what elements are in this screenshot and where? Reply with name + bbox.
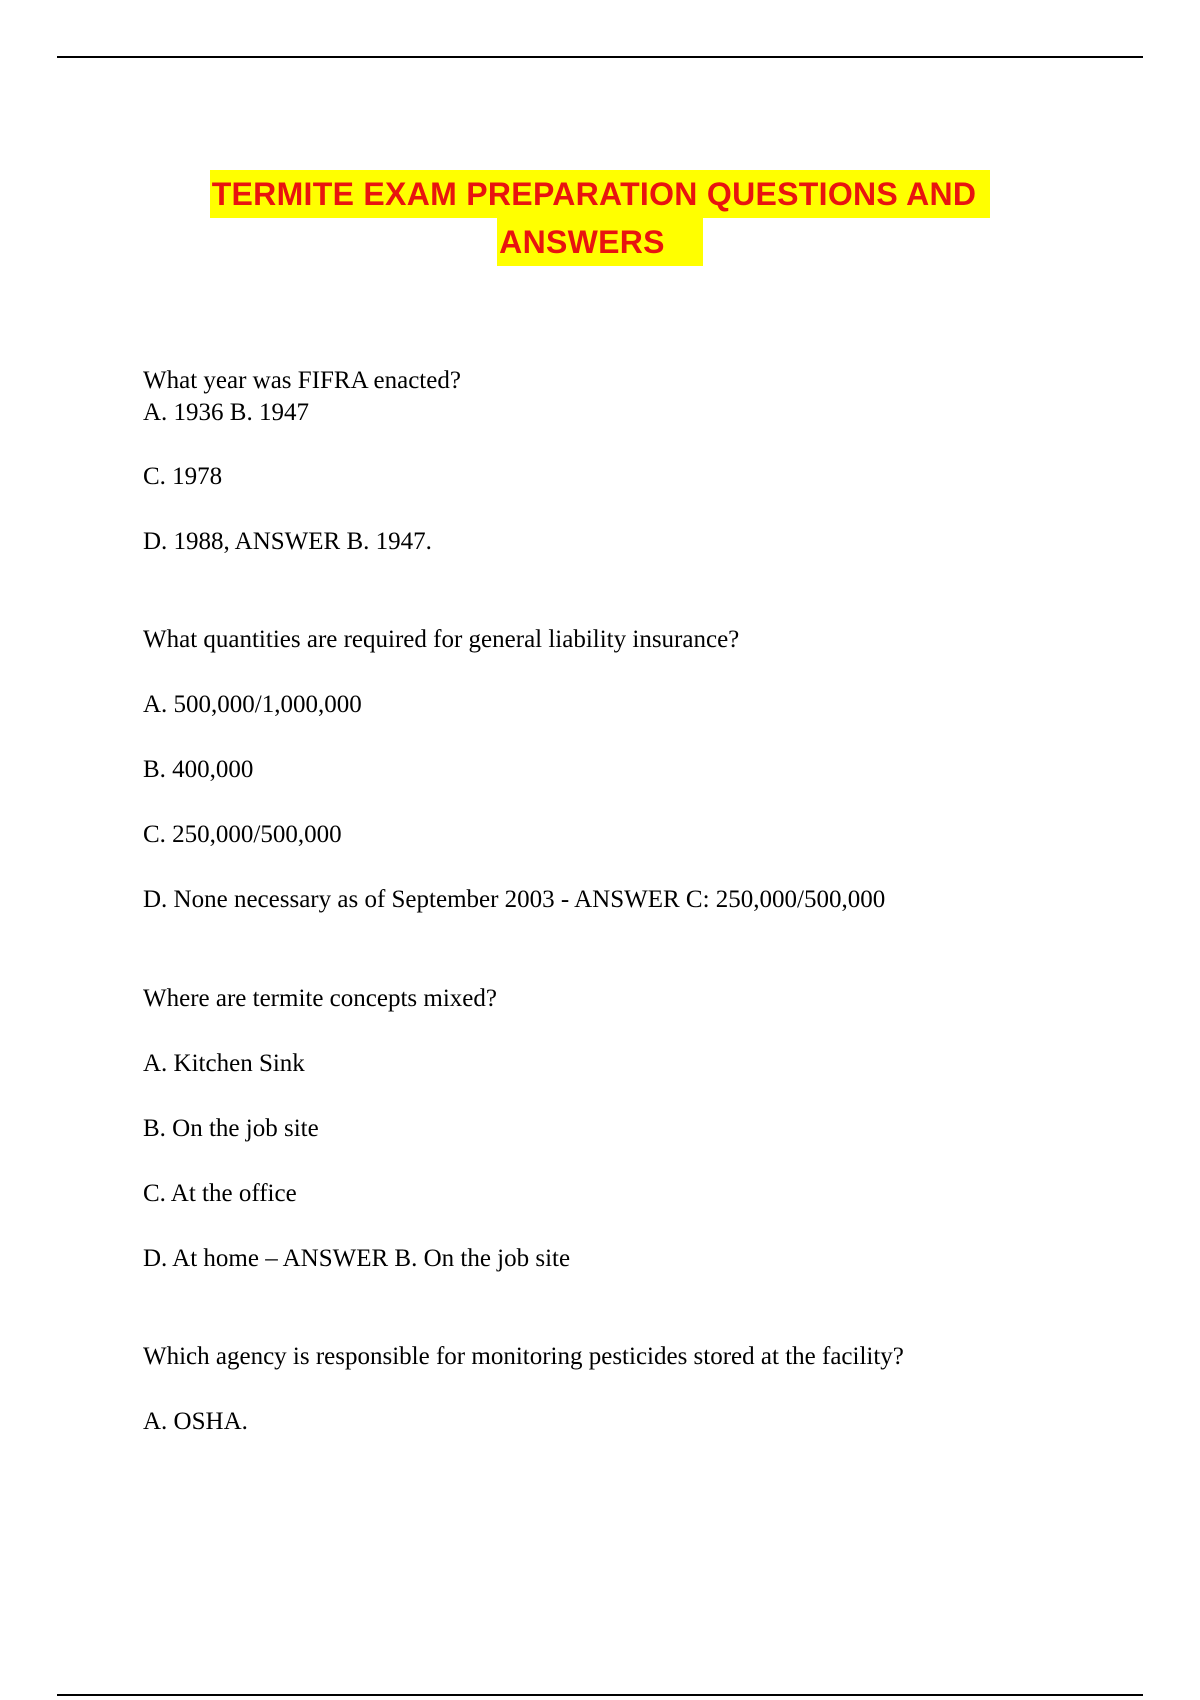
question-1-option-d-answer: D. 1988, ANSWER B. 1947. [143, 528, 432, 555]
question-3-option-b: B. On the job site [143, 1115, 319, 1142]
question-3-option-c: C. At the office [143, 1180, 297, 1207]
question-4-option-a: A. OSHA. [143, 1408, 248, 1435]
header-rule [57, 56, 1143, 58]
question-1-option-c: C. 1978 [143, 463, 223, 490]
question-2-option-b: B. 400,000 [143, 756, 254, 783]
question-1-option-ab: A. 1936 B. 1947 [143, 399, 309, 426]
question-3-option-a: A. Kitchen Sink [143, 1050, 305, 1077]
title-line-2: ANSWERS [497, 218, 703, 266]
question-4: Which agency is responsible for monitoring pesticides stored at the facility? [143, 1343, 904, 1370]
question-2-option-c: C. 250,000/500,000 [143, 821, 342, 848]
question-3: Where are termite concepts mixed? [143, 985, 497, 1012]
question-2-option-a: A. 500,000/1,000,000 [143, 691, 362, 718]
question-3-option-d-answer: D. At home – ANSWER B. On the job site [143, 1245, 571, 1272]
document-title [0, 170, 1200, 266]
footer-rule [57, 1694, 1143, 1696]
question-2: What quantities are required for general liability insurance? [143, 626, 740, 653]
title-line-1: TERMITE EXAM PREPARATION QUESTIONS AND [210, 170, 991, 218]
question-1: What year was FIFRA enacted? [143, 367, 461, 394]
question-2-option-d-answer: D. None necessary as of September 2003 - ANSWER C: 250,000/500,000 [143, 886, 886, 913]
